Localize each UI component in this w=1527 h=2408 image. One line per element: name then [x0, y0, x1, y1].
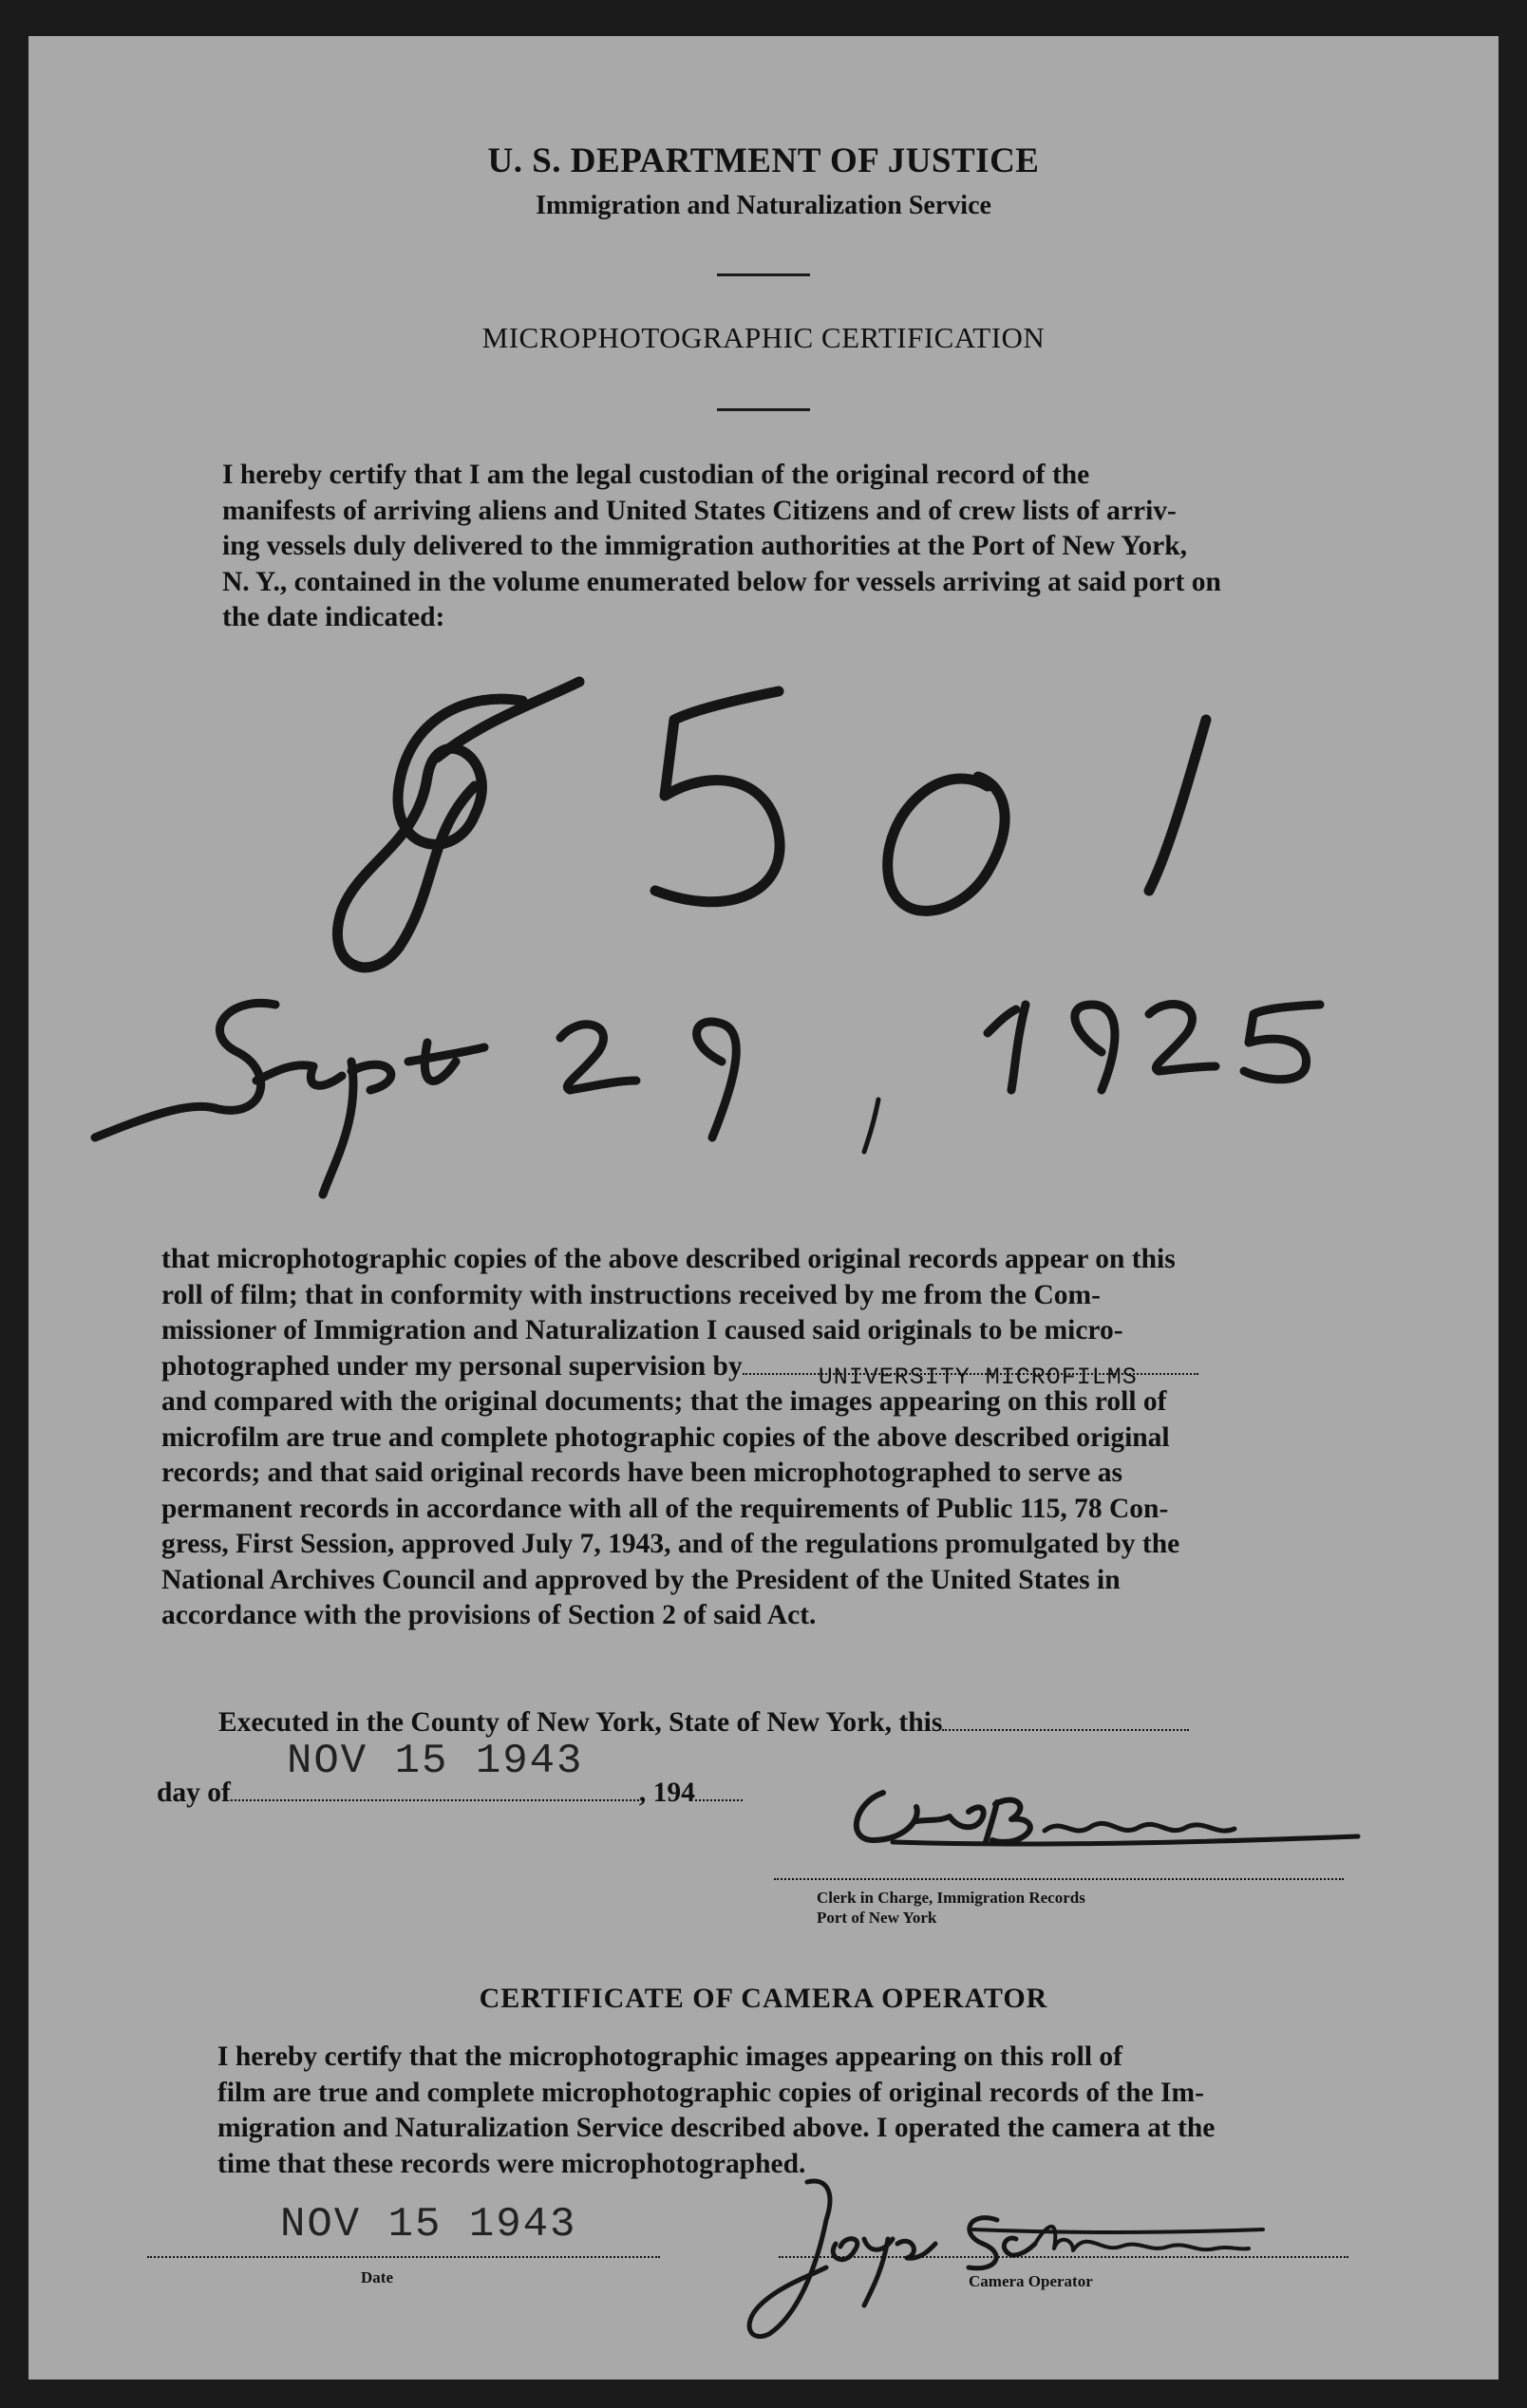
department-heading: U. S. DEPARTMENT OF JUSTICE	[487, 141, 1040, 180]
paragraph-line: roll of film; that in conformity with instructions received by me from the Com-	[161, 1279, 1101, 1310]
operator-signature-line	[779, 2256, 1348, 2258]
camera-date-line	[147, 2256, 660, 2258]
paragraph-line: and compared with the original documents; that the images appearing on this roll of	[161, 1386, 1167, 1417]
certificate-page	[28, 36, 1499, 2380]
supervision-prefix: photographed under my personal supervision by	[161, 1350, 743, 1382]
paragraph-line: migration and Naturalization Service described above. I operated the camera at the	[217, 2113, 1216, 2143]
day-of-field	[231, 1799, 639, 1801]
paragraph-line: missioner of Immigration and Naturalization I caused said originals to be micro-	[161, 1315, 1123, 1345]
handwritten-volume	[28, 36, 1499, 1232]
camera-date-stamp: NOV 15 1943	[280, 2201, 577, 2248]
executed-text: Executed in the County of New York, State of New York, this	[218, 1707, 943, 1738]
paragraph-line: N. Y., contained in the volume enumerated below for vessels arriving at said port on	[222, 566, 1221, 597]
paragraph-line: records; and that said original records have been microphotographed to serve as	[161, 1458, 1122, 1488]
paragraph-line: microfilm are true and complete photographic copies of the above described original	[161, 1421, 1170, 1453]
year-field	[695, 1799, 743, 1801]
supervisor-value: UNIVERSITY MICROFILMS	[818, 1363, 1138, 1391]
clerk-title-line: Port of New York	[817, 1909, 937, 1927]
certification-title: MICROPHOTOGRAPHIC CERTIFICATION	[481, 321, 1046, 354]
paragraph-line: I hereby certify that I am the legal custodian of the original record of the	[222, 460, 1090, 490]
camera-operator-title: CERTIFICATE OF CAMERA OPERATOR	[479, 1983, 1048, 2014]
clerk-signature-line	[774, 1878, 1344, 1880]
paragraph-line: permanent records in accordance with all of the requirements of Public 115, 78 Con-	[161, 1493, 1169, 1524]
paragraph-line: time that these records were microphotographed.	[217, 2148, 806, 2179]
clerk-signature	[826, 1764, 1377, 1869]
year-suffix: , 194	[638, 1778, 695, 1808]
paragraph-line: the date indicated:	[222, 602, 445, 632]
handwritten-date	[95, 1003, 1320, 1195]
copies-paragraph	[161, 1242, 1341, 1634]
paragraph-line: manifests of arriving aliens and United States Citizens and of crew lists of arriv-	[222, 495, 1177, 526]
executed-line	[218, 1705, 1341, 1741]
camera-paragraph	[157, 2040, 1341, 2182]
paragraph-line: ing vessels duly delivered to the immigration authorities at the Port of New York,	[222, 531, 1188, 561]
camera-operator-label: Camera Operator	[969, 2272, 1093, 2290]
operator-signature	[731, 2163, 1263, 2362]
day-of-stamp: NOV 15 1943	[287, 1738, 584, 1785]
clerk-title-line: Clerk in Charge, Immigration Records	[817, 1889, 1085, 1907]
paragraph-line: National Archives Council and approved by the President of the United States in	[161, 1564, 1121, 1595]
paragraph-line: film are true and complete microphotographic copies of original records of the Im-	[217, 2077, 1204, 2108]
clerk-title	[817, 1888, 1085, 1928]
paragraph-line: I hereby certify that the microphotographic images appearing on this roll of	[217, 2041, 1122, 2072]
day-of-label: day of	[157, 1778, 231, 1808]
paragraph-line: accordance with the provisions of Section 2 of said Act.	[161, 1600, 817, 1630]
service-subheading: Immigration and Naturalization Service	[536, 191, 991, 220]
paragraph-line: gress, First Session, approved July 7, 1943, and of the regulations promulgated by the	[161, 1529, 1180, 1559]
supervisor-field	[743, 1363, 1198, 1391]
executed-day-field	[942, 1729, 1189, 1731]
handwritten-number	[337, 682, 1206, 968]
paragraph-line: that microphotographic copies of the above described original records appear on this	[161, 1244, 1176, 1274]
supervision-line	[161, 1349, 1341, 1391]
camera-date-label: Date	[361, 2268, 393, 2286]
